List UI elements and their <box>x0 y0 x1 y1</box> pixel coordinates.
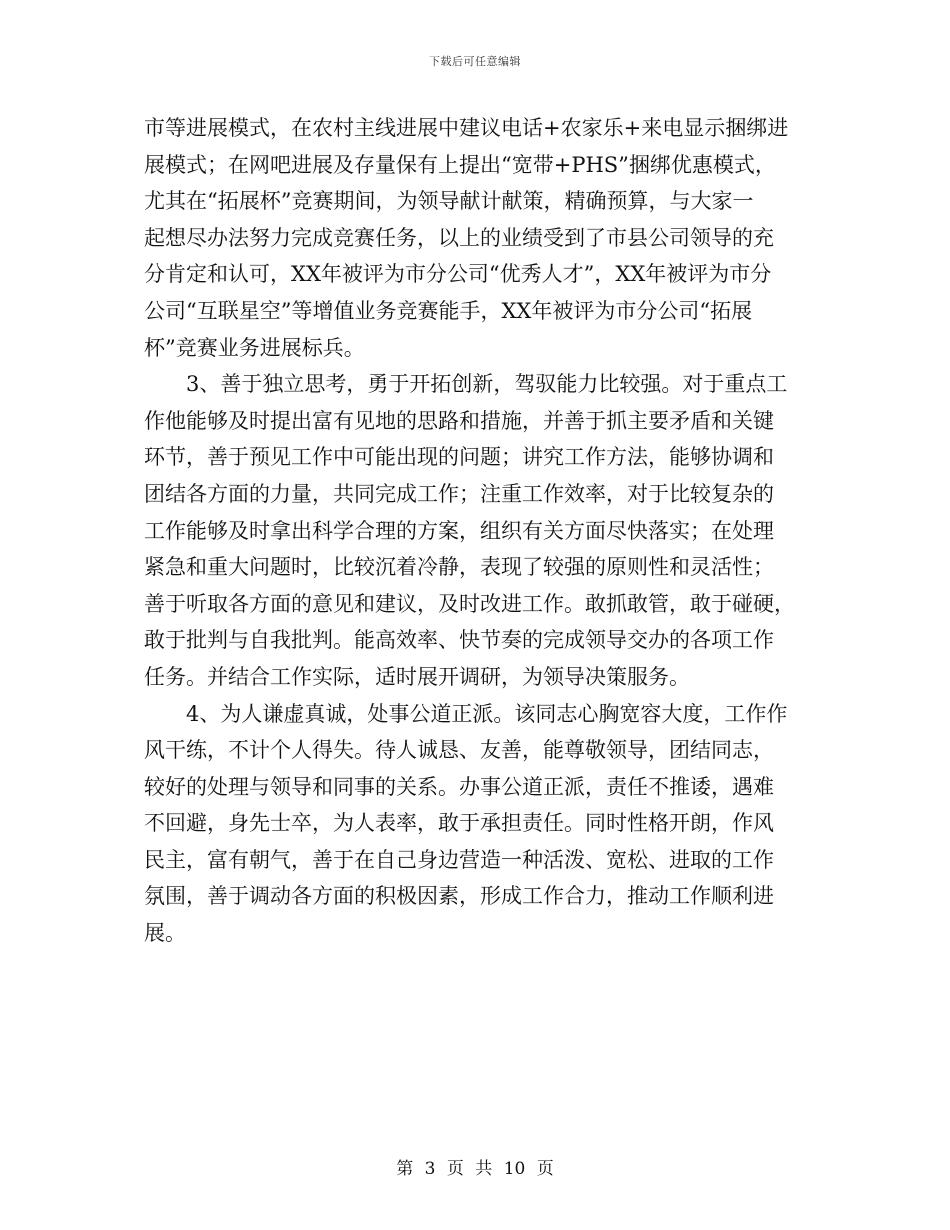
text-line: 善于听取各方面的意见和建议，及时改进工作。敢抓敢管，敢于碰硬， <box>144 591 795 616</box>
text-line: 杯”竞赛业务进展标兵。 <box>144 335 365 360</box>
text-line: 尤其在“拓展杯”竞赛期间，为领导献计献策，精确预算，与大家一 <box>144 189 754 214</box>
text-line: 市等进展模式，在农村主线进展中建议电话+农家乐+来电显示捆绑进 <box>144 116 789 140</box>
text-line: 3、善于独立思考，勇于开拓创新，驾驭能力比较强。对于重点工 <box>144 372 788 397</box>
text-line: 风干练，不计个人得失。待人诚恳、友善，能尊敬领导，团结同志， <box>144 738 774 763</box>
text-line: 氛围，善于调动各方面的积极因素，形成工作合力，推动工作顺利进 <box>144 884 774 909</box>
body-text <box>144 110 814 952</box>
text-line: 展模式；在网吧进展及存量保有上提出“宽带+PHS”捆绑优惠模式， <box>144 152 776 177</box>
text-line: 敢于批判与自我批判。能高效率、快节奏的完成领导交办的各项工作 <box>144 628 774 653</box>
text-line: 较好的处理与领导和同事的关系。办事公道正派，责任不推诿，遇难 <box>144 774 774 799</box>
page-number-footer: 第 3 页 共 10 页 <box>396 1159 554 1179</box>
page-header: 下载后可任意编辑 <box>429 55 521 68</box>
text-line: 任务。并结合工作实际，适时展开调研，为领导决策服务。 <box>144 664 690 689</box>
text-line: 4、为人谦虚真诚，处事公道正派。该同志心胸宽容大度，工作作 <box>144 701 788 726</box>
text-line: 分肯定和认可，XX年被评为市分公司“优秀人才”，XX年被评为市分 <box>144 262 772 287</box>
text-line: 公司“互联星空”等增值业务竞赛能手，XX年被评为市分公司“拓展 <box>144 298 753 323</box>
text-line: 环节，善于预见工作中可能出现的问题；讲究工作方法，能够协调和 <box>144 445 774 470</box>
text-line: 团结各方面的力量，共同完成工作；注重工作效率，对于比较复杂的 <box>144 481 774 506</box>
text-line: 紧急和重大问题时，比较沉着冷静，表现了较强的原则性和灵活性； <box>144 555 774 580</box>
text-line: 起想尽办法努力完成竞赛任务，以上的业绩受到了市县公司领导的充 <box>144 225 774 250</box>
text-line: 不回避，身先士卒，为人表率，敢于承担责任。同时性格开朗，作风 <box>144 811 774 836</box>
text-line: 展。 <box>144 921 186 946</box>
text-line: 民主，富有朝气，善于在自己身边营造一种活泼、宽松、进取的工作 <box>144 847 774 872</box>
text-line: 作他能够及时提出富有见地的思路和措施，并善于抓主要矛盾和关键 <box>144 408 774 433</box>
text-line: 工作能够及时拿出科学合理的方案，组织有关方面尽快落实；在处理 <box>144 518 774 543</box>
